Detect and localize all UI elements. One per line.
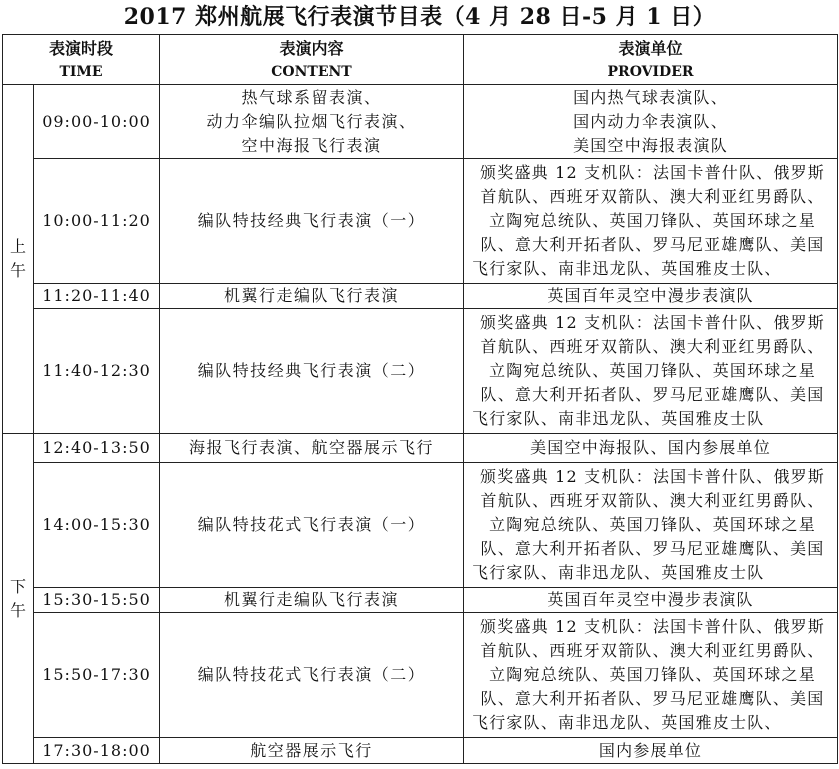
- header-provider-en: PROVIDER: [607, 63, 694, 80]
- content-cell: 编队特技花式飞行表演（一）: [160, 463, 464, 588]
- provider-cell: 颁奖盛典 12 支机队：法国卡普什队、俄罗斯首航队、西班牙双箭队、澳大利亚红男爵队、立陶宛总统队、英国刀锋队、英国环球之星队、意大利开拓者队、罗马尼亚雄鹰队、美国飞行家队、南非迅龙队、英国雅皮士队: [464, 309, 838, 434]
- period-afternoon-char-2: 午: [9, 600, 26, 620]
- header-row: [3, 35, 838, 85]
- content-cell: 机翼行走编队飞行表演: [160, 588, 464, 613]
- content-line: 动力伞编队拉烟飞行表演、: [206, 111, 417, 131]
- content-line: 热气球系留表演、: [241, 87, 382, 107]
- content-cell: 航空器展示飞行: [160, 738, 464, 764]
- provider-cell: 国内参展单位: [464, 738, 838, 764]
- time-cell: 10:00-11:20: [34, 159, 160, 284]
- content-cell: 机翼行走编队飞行表演: [160, 284, 464, 309]
- time-cell: 17:30-18:00: [34, 738, 160, 764]
- content-cell: 海报飞行表演、航空器展示飞行: [160, 434, 464, 463]
- content-cell: 编队特技经典飞行表演（二）: [160, 309, 464, 434]
- content-line: 空中海报飞行表演: [241, 135, 382, 155]
- table-row: [3, 85, 838, 159]
- table-row: [3, 588, 838, 613]
- period-morning: [3, 85, 34, 434]
- header-provider-cn: 表演单位: [618, 38, 683, 58]
- table-row: [3, 613, 838, 738]
- provider-cell: 颁奖盛典 12 支机队：法国卡普什队、俄罗斯首航队、西班牙双箭队、澳大利亚红男爵队、立陶宛总统队、英国刀锋队、英国环球之星队、意大利开拓者队、罗马尼亚雄鹰队、美国飞行家队、南非迅龙队、英国雅皮士队、: [464, 613, 838, 738]
- period-morning-char-2: 午: [9, 261, 26, 280]
- provider-cell: 颁奖盛典 12 支机队：法国卡普什队、俄罗斯首航队、西班牙双箭队、澳大利亚红男爵队、立陶宛总统队、英国刀锋队、英国环球之星队、意大利开拓者队、罗马尼亚雄鹰队、美国飞行家队、南非迅龙队、英国雅皮士队、: [464, 159, 838, 284]
- table-row: [3, 434, 838, 463]
- header-content-cn: 表演内容: [279, 38, 344, 58]
- time-cell: 15:30-15:50: [34, 588, 160, 613]
- page-title: 2017 郑州航展飞行表演节目表（4 月 28 日-5 月 1 日）: [123, 4, 716, 30]
- header-time-en: TIME: [59, 63, 103, 80]
- time-cell: 11:20-11:40: [34, 284, 160, 309]
- provider-cell: 颁奖盛典 12 支机队：法国卡普什队、俄罗斯首航队、西班牙双箭队、澳大利亚红男爵队、立陶宛总统队、英国刀锋队、英国环球之星队、意大利开拓者队、罗马尼亚雄鹰队、美国飞行家队、南非迅龙队、英国雅皮士队: [464, 463, 838, 588]
- table-row: [3, 284, 838, 309]
- provider-line: 国内动力伞表演队、: [573, 111, 728, 131]
- time-cell: 12:40-13:50: [34, 434, 160, 463]
- table-row: [3, 463, 838, 588]
- header-provider: [464, 35, 838, 85]
- content-cell: 编队特技花式飞行表演（二）: [160, 613, 464, 738]
- table-row: [3, 309, 838, 434]
- provider-line: 美国空中海报表演队: [573, 135, 728, 155]
- header-content-en: CONTENT: [271, 63, 352, 80]
- provider-cell: 英国百年灵空中漫步表演队: [464, 588, 838, 613]
- time-cell: 11:40-12:30: [34, 309, 160, 434]
- provider-line: 国内热气球表演队、: [573, 87, 728, 107]
- time-cell: 15:50-17:30: [34, 613, 160, 738]
- header-time: [3, 35, 160, 85]
- header-content: [160, 35, 464, 85]
- content-cell: [160, 85, 464, 159]
- period-afternoon: [3, 434, 34, 764]
- table-row: [3, 159, 838, 284]
- time-cell: 09:00-10:00: [34, 85, 160, 159]
- provider-cell: 美国空中海报队、国内参展单位: [464, 434, 838, 463]
- header-time-cn: 表演时段: [49, 38, 114, 58]
- schedule-table: [2, 34, 838, 764]
- content-cell: 编队特技经典飞行表演（一）: [160, 159, 464, 284]
- table-row: [3, 738, 838, 764]
- provider-cell: 英国百年灵空中漫步表演队: [464, 284, 838, 309]
- time-cell: 14:00-15:30: [34, 463, 160, 588]
- provider-cell: [464, 85, 838, 159]
- period-morning-char-1: 上: [9, 237, 26, 256]
- period-afternoon-char-1: 下: [9, 576, 26, 596]
